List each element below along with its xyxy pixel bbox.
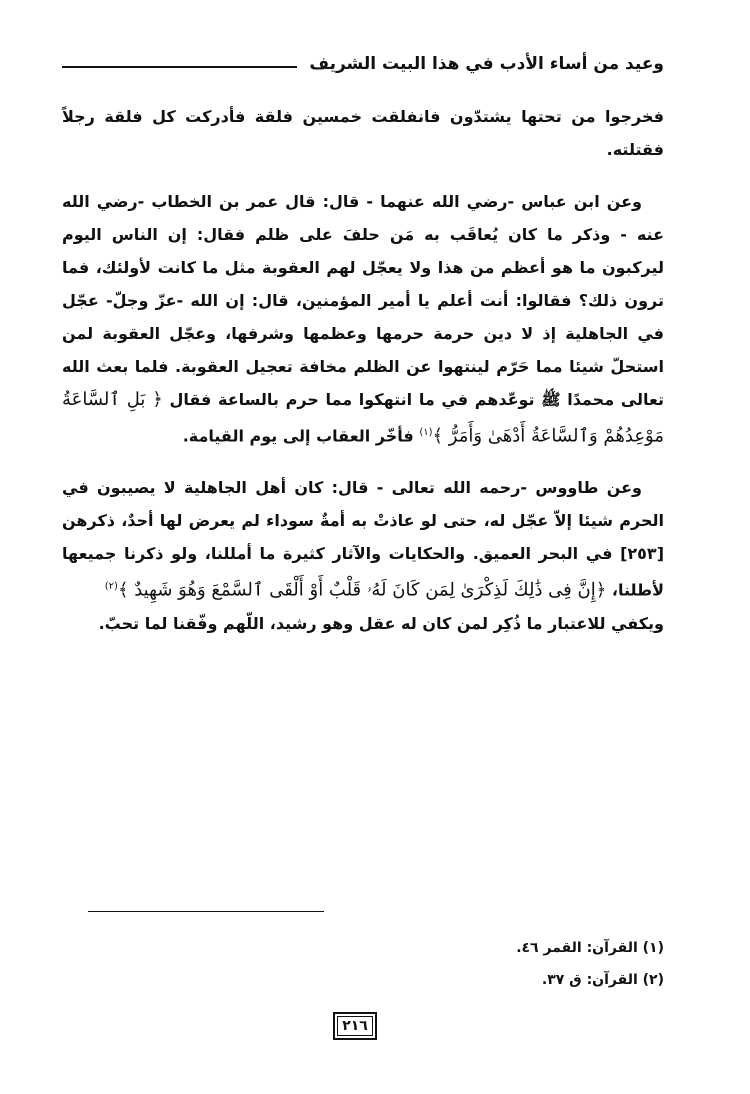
paragraph-4: ويكفي للاعتبار ما ذُكِر لمن كان له عقل وهو رشيد، اللّهم وفّقنا لما تحبّ. <box>98 613 664 633</box>
header-rule <box>62 66 297 68</box>
footnote-1: (١) القرآن: القمر ٤٦. <box>516 940 664 956</box>
footnote-2: (٢) القرآن: ق ٣٧. <box>541 972 664 988</box>
paragraph-2-end: فأخّر العقاب إلى يوم القيامة. <box>182 426 414 446</box>
footnote-ref-1: (١) <box>419 427 433 438</box>
quran-verse-2: ﴿إِنَّ فِى ذَٰلِكَ لَذِكْرَىٰ لِمَن كَانَ لَهُۥ قَلْبٌ أَوْ أَلْقَى ٱلسَّمْعَ وَهُوَ شَهِيدٌ ﴾ <box>117 579 607 601</box>
quran-verse-1: ﴿ بَلِ ٱلسَّاعَةُ مَوْعِدُهُمْ وَٱلسَّاعَةُ أَدْهَىٰ وَأَمَرُّ ﴾ <box>62 389 664 447</box>
page-number-inner-frame <box>337 1016 373 1036</box>
footnotes <box>62 932 664 996</box>
paragraph-3-text: وعن طاووس -رحمه الله تعالى - قال: كان أهل الجاهلية لا يصيبون في الحرم شيئا إلاّ عجّل له، حتى لو عاذتْ به أمةٌ سوداء لم يعرض لها أحدٌ، ذكرهن [٢٥٣] في البحر العميق. والحكايات والآثار كثيرة ما أمللنا، ولو ذكرنا جميعها لأطلنا، <box>62 478 664 600</box>
paragraph-2 <box>62 185 664 452</box>
page-number-box <box>333 1012 377 1040</box>
paragraph-3 <box>62 471 664 606</box>
footnote-rule <box>88 911 324 912</box>
running-header <box>62 50 664 78</box>
paragraph-2-text: وعن ابن عباس -رضي الله عنهما - قال: قال عمر بن الخطاب -رضي الله عنه - وذكر ما كان يُعاقَب به مَن حلفَ على ظلم فقال: إن الناس اليوم ليركبون ما هو أعظم من هذا ولا يعجّل لهم العقوبة مثل ما كانت لأولئك، فما ترون ذلك؟ فقالوا: أنت أعلم يا أمير المؤمنين، قال: إن الله -عزّ وجلّ- عجّل في الجاهلية إذ لا دين حرمة حرمها وعظمها وشرفها، وعجّل العقوبة لمن استحلّ شيئا مما حَرّم لينتهوا عن الظلم مخافة تعجيل العقوبة. فلما بعث الله تعالى محمدًا ﷺ توعّدهم في ما انتهكوا مما حرم بالساعة فقال <box>62 192 664 409</box>
header-title: وعيد من أساء الأدب في هذا البيت الشريف <box>309 54 664 74</box>
paragraph-1: فخرجوا من تحتها يشتدّون فانفلقت خمسين فلقة فأدركت كل فلقة رجلاً فقتلته. <box>62 107 664 159</box>
footnote-ref-2: (٢) <box>104 581 118 593</box>
page-number: ٢١٦ <box>342 1018 368 1034</box>
body-text <box>62 100 664 659</box>
